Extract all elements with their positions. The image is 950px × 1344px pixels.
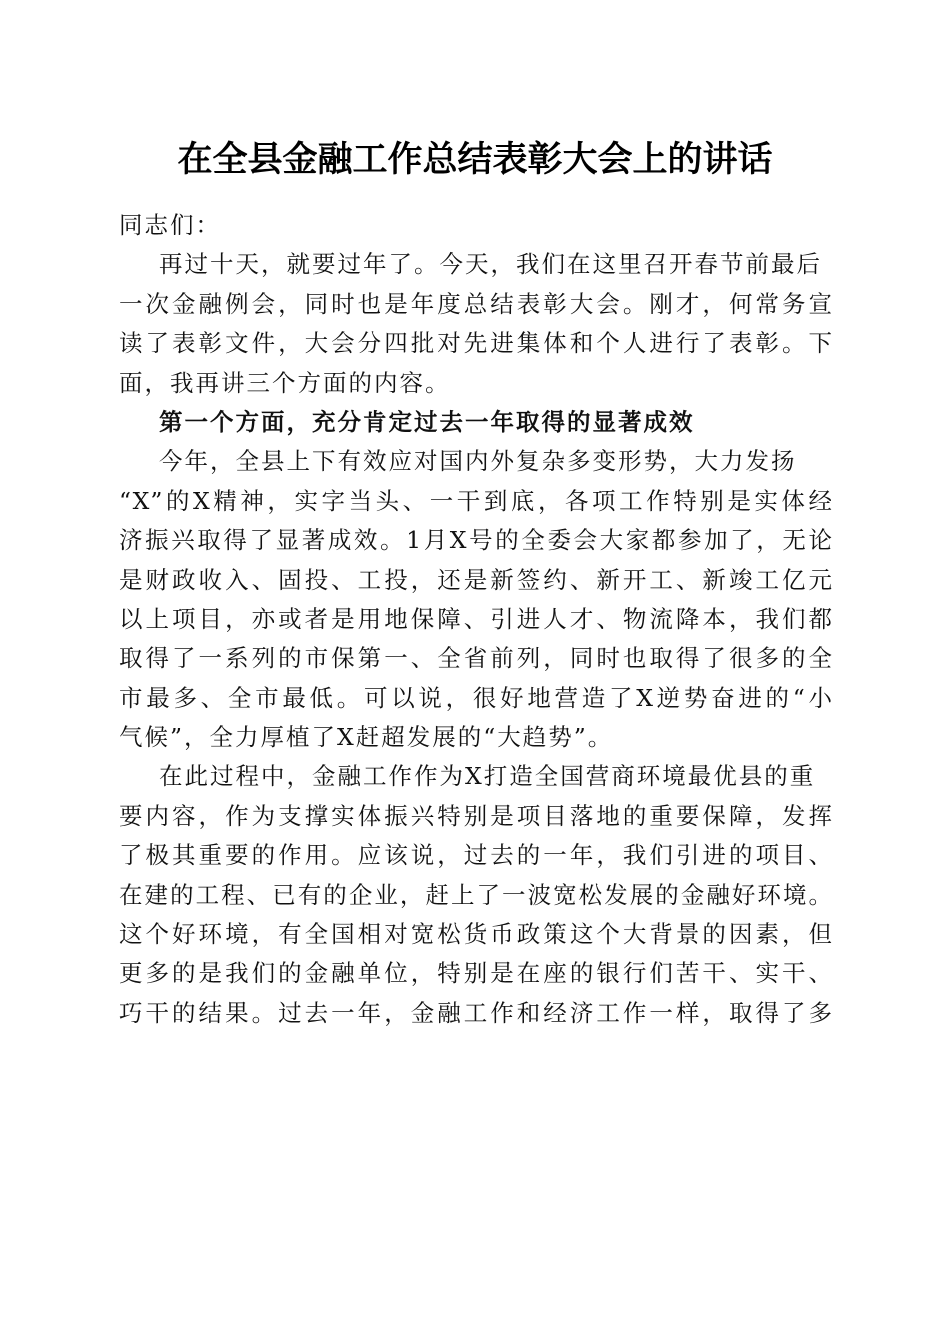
paragraph-line: 是财政收入、固投、工投，还是新签约、新开工、新竣工亿元 <box>119 565 833 594</box>
paragraph-line: 济振兴取得了显著成效。1月X号的全委会大家都参加了，无论 <box>119 526 833 555</box>
document-body <box>119 206 833 1033</box>
section-heading: 第一个方面，充分肯定过去一年取得的显著成效 <box>159 407 695 436</box>
paragraph-line: 更多的是我们的金融单位，特别是在座的银行们苦干、实干、 <box>119 959 833 988</box>
paragraph-line: 市最多、全市最低。可以说，很好地营造了X逆势奋进的“小 <box>119 683 833 712</box>
paragraph-line: “X”的X精神，实字当头、一干到底，各项工作特别是实体经 <box>119 486 833 515</box>
paragraph-line: 今年，全县上下有效应对国内外复杂多变形势，大力发扬 <box>159 447 797 476</box>
paragraph-line: 一次金融例会，同时也是年度总结表彰大会。刚才，何常务宣 <box>119 289 833 318</box>
paragraph-line: 读了表彰文件，大会分四批对先进集体和个人进行了表彰。下 <box>119 329 833 358</box>
paragraph-line: 了极其重要的作用。应该说，过去的一年，我们引进的项目、 <box>119 841 833 870</box>
paragraph-line: 这个好环境，有全国相对宽松货币政策这个大背景的因素，但 <box>119 920 833 949</box>
paragraph-line: 在此过程中，金融工作作为X打造全国营商环境最优县的重 <box>159 762 816 791</box>
paragraph-line: 巧干的结果。过去一年，金融工作和经济工作一样，取得了多 <box>119 998 833 1027</box>
paragraph-line: 在建的工程、已有的企业，赶上了一波宽松发展的金融好环境。 <box>119 880 833 909</box>
paragraph-line: 面，我再讲三个方面的内容。 <box>119 368 451 397</box>
document-title: 在全县金融工作总结表彰大会上的讲话 <box>177 139 773 180</box>
paragraph-line: 要内容，作为支撑实体振兴特别是项目落地的重要保障，发挥 <box>119 801 833 830</box>
paragraph-line: 以上项目，亦或者是用地保障、引进人才、物流降本，我们都 <box>119 604 833 633</box>
salutation: 同志们： <box>119 211 221 239</box>
paragraph-line: 再过十天，就要过年了。今天，我们在这里召开春节前最后 <box>159 250 822 279</box>
paragraph-line: 气候”，全力厚植了X赶超发展的“大趋势”。 <box>119 723 614 752</box>
paragraph-line: 取得了一系列的市保第一、全省前列，同时也取得了很多的全 <box>119 644 833 673</box>
